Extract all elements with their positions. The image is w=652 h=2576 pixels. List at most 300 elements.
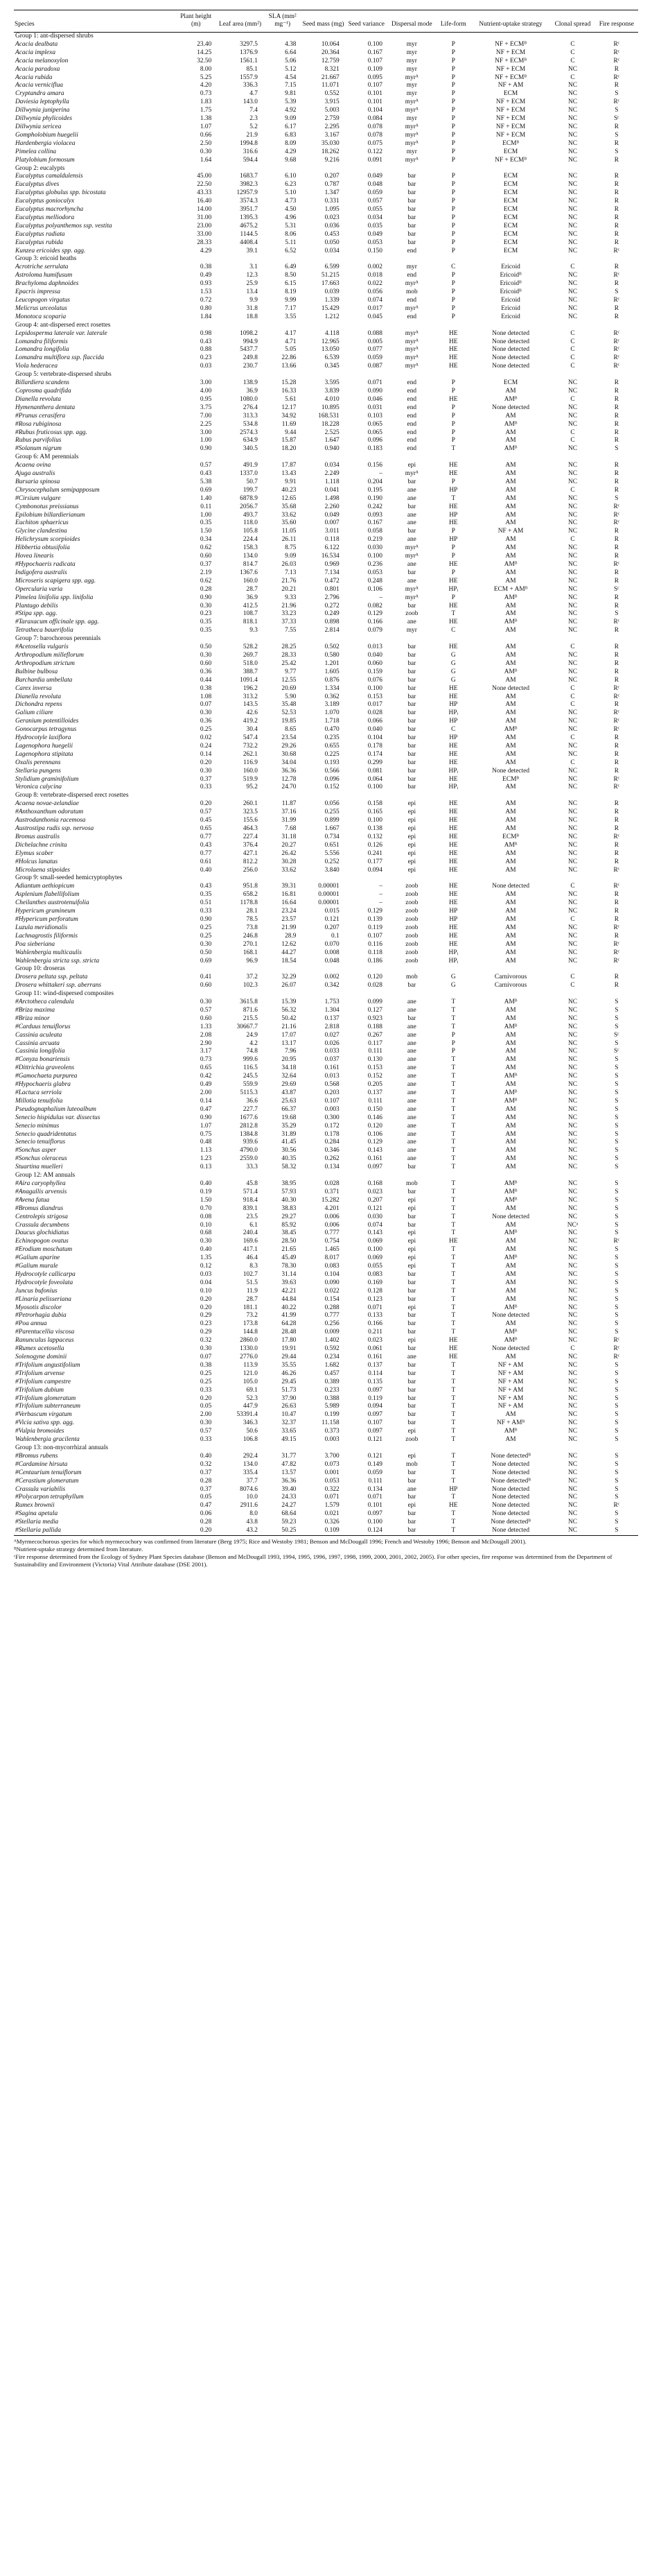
seed-variance-cell: 0.137 — [367, 1361, 382, 1369]
species-cell: Leucopogon virgatus — [15, 297, 71, 304]
fire-response-cell: S — [615, 1139, 619, 1146]
clonal-spread-cell: C — [570, 363, 575, 370]
sla-cell: 18.20 — [281, 445, 297, 453]
leaf-area-cell: 5437.7 — [240, 346, 258, 354]
leaf-area-cell: 50.7 — [246, 478, 258, 485]
seed-mass-cell: 0.001 — [324, 1469, 340, 1476]
life-form-cell: P — [451, 131, 455, 139]
leaf-area-cell: 1561.1 — [240, 57, 258, 64]
fire-response-cell: Rᶜ — [613, 1337, 620, 1345]
dispersal-mode-cell: myrᴬ — [405, 329, 418, 337]
table-row — [14, 949, 638, 958]
sla-cell: 58.32 — [281, 1164, 297, 1171]
nutrient-uptake-cell: None detectedᴮ — [491, 1519, 531, 1526]
leaf-area-cell: 412.5 — [243, 602, 258, 610]
leaf-area-cell: 1098.2 — [240, 329, 258, 337]
leaf-area-cell: 519.9 — [243, 775, 258, 783]
leaf-area-cell: 10.0 — [246, 1494, 258, 1501]
fire-response-cell: R — [614, 701, 619, 709]
sla-cell: 37.90 — [281, 1394, 297, 1402]
table-row — [14, 1329, 638, 1337]
fire-response-cell: Rᶜ — [613, 57, 620, 64]
sla-cell: 29.26 — [281, 742, 297, 750]
species-cell: #Rubus fruticosus spp. agg. — [15, 429, 87, 436]
leaf-area-cell: 181.1 — [243, 1304, 258, 1311]
dispersal-mode-cell: bar — [407, 1386, 416, 1394]
plant-height-cell: 2.19 — [200, 569, 212, 576]
life-form-cell: T — [451, 1196, 456, 1204]
plant-height-cell: 1.35 — [200, 1254, 212, 1262]
clonal-spread-cell: NC — [567, 577, 577, 585]
table-row — [14, 66, 638, 74]
nutrient-uptake-cell: AM — [505, 519, 516, 527]
species-cell: Elymus scaber — [15, 849, 53, 857]
group-heading: Group 3: ericoid heaths — [15, 255, 77, 263]
dispersal-mode-cell: ane — [407, 1023, 416, 1030]
table-row — [14, 248, 638, 256]
seed-variance-cell: 0.124 — [345, 1527, 388, 1535]
dispersal-mode-cell: bar — [407, 750, 416, 758]
sla-cell: 9.09 — [285, 553, 297, 560]
seed-variance-cell: 0.161 — [367, 1155, 382, 1163]
clonal-spread-cell: NC — [567, 181, 577, 189]
seed-mass-cell: 16.534 — [321, 553, 340, 560]
nutrient-uptake-cell: AM — [505, 849, 516, 857]
group-heading-row — [14, 33, 638, 41]
seed-variance-cell: 0.059 — [367, 189, 382, 197]
seed-variance-cell: 0.088 — [367, 329, 382, 337]
nutrient-uptake-cell: AM — [505, 800, 516, 808]
plant-height-cell: 0.30 — [200, 767, 212, 775]
dispersal-mode-cell: zoob — [405, 932, 418, 940]
table-row — [14, 90, 638, 98]
fire-response-cell: R — [614, 899, 619, 907]
seed-mass-cell: 0.172 — [324, 1122, 340, 1130]
dispersal-mode-cell: bar — [407, 668, 416, 675]
table-row — [14, 627, 638, 635]
seed-mass-cell: 0.346 — [324, 1147, 340, 1155]
seed-mass-cell: 0.233 — [324, 1386, 340, 1394]
life-form-cell: T — [451, 494, 456, 502]
dispersal-mode-cell: end — [407, 404, 417, 411]
nutrient-uptake-cell: AM — [505, 908, 516, 915]
table-row — [14, 1502, 638, 1510]
clonal-spread-cell: C — [570, 486, 575, 494]
sla-cell: 19.91 — [281, 1345, 297, 1353]
seed-mass-cell: 3.011 — [324, 528, 340, 535]
seed-variance-cell: 0.075 — [367, 139, 382, 147]
plant-height-cell: 0.37 — [200, 775, 212, 783]
life-form-cell: P — [451, 65, 455, 73]
clonal-spread-cell: NC — [567, 1287, 577, 1295]
nutrient-uptake-cell: AM — [505, 536, 516, 544]
seed-mass-cell: 4.118 — [324, 329, 340, 337]
dispersal-mode-cell: bar — [407, 1221, 416, 1229]
seed-variance-cell: 0.107 — [367, 932, 382, 940]
seed-variance-cell: 0.045 — [367, 313, 382, 320]
species-cell: Eucalyptus melliodora — [15, 214, 75, 221]
species-cell: Hovea linearis — [15, 553, 54, 560]
nutrient-uptake-cell: NF + AMᴮ — [496, 1419, 525, 1427]
seed-variance-cell: 0.299 — [367, 759, 382, 766]
seed-variance-cell: 0.167 — [367, 519, 382, 527]
plant-height-cell: 0.35 — [200, 619, 212, 626]
dispersal-mode-cell: myr — [406, 82, 417, 89]
fire-response-cell: R — [614, 379, 619, 387]
table-row — [14, 916, 638, 924]
clonal-spread-cell: NC — [567, 891, 577, 899]
life-form-cell: HE — [449, 817, 458, 824]
sla-cell: 26.07 — [281, 982, 297, 989]
fire-response-cell: Rᶜ — [613, 784, 620, 791]
plant-height-cell: 0.30 — [200, 709, 212, 717]
table-row — [14, 437, 638, 445]
dispersal-mode-cell: bar — [407, 1510, 416, 1518]
species-cell: Stuartina muelleri — [15, 1164, 63, 1171]
plant-height-cell: 0.13 — [200, 1164, 212, 1171]
nutrient-uptake-cell: NF + ECM — [495, 65, 526, 73]
nutrient-uptake-cell: None detectedᴮ — [491, 1452, 531, 1460]
fire-response-cell: Rᶜ — [613, 1345, 620, 1353]
seed-mass-cell: 0.300 — [324, 1114, 340, 1121]
sla-cell: 19.85 — [281, 718, 297, 725]
dispersal-mode-cell: bar — [407, 1469, 416, 1476]
fire-response-cell: S — [615, 1519, 619, 1526]
table-header — [14, 10, 638, 33]
sla-cell: 6.10 — [285, 173, 297, 180]
seed-variance-cell: 0.022 — [367, 280, 382, 288]
species-cell: Carex inversa — [15, 684, 52, 692]
species-cell: Eucalyptus polyanthemos ssp. vestita — [15, 222, 112, 230]
seed-mass-cell: 0.073 — [324, 1460, 340, 1468]
nutrient-uptake-cell: None detected — [492, 346, 530, 354]
seed-variance-cell: 0.053 — [367, 239, 382, 246]
nutrient-uptake-cell: AMᴮ — [504, 1196, 518, 1204]
life-form-cell: HE — [449, 470, 458, 478]
fire-response-cell: Rᶜ — [613, 940, 620, 948]
species-cell: Senecio tenuiflorus — [15, 1139, 66, 1146]
sla-cell: 30.56 — [281, 1147, 297, 1155]
fire-response-cell: R — [614, 974, 619, 981]
life-form-cell: T — [451, 1254, 456, 1262]
seed-variance-cell: 0.069 — [367, 1254, 382, 1262]
plant-height-cell: 0.50 — [200, 643, 212, 651]
dispersal-mode-cell: myrᴬ — [405, 304, 418, 312]
plant-height-cell: 0.07 — [200, 701, 212, 709]
species-cell: Epacris impressa — [15, 288, 61, 296]
leaf-area-cell: 36.9 — [246, 594, 258, 601]
dispersal-mode-cell: end — [407, 247, 417, 254]
clonal-spread-cell: NC — [567, 651, 577, 659]
life-form-cell: P — [451, 412, 455, 420]
plant-height-cell: 0.23 — [200, 610, 212, 618]
seed-mass-cell: 2.818 — [324, 1023, 340, 1030]
species-cell: Cryptandra amara — [15, 90, 64, 98]
life-form-cell: P — [451, 404, 455, 411]
table-row — [14, 833, 638, 842]
dispersal-mode-cell: ane — [407, 536, 416, 544]
header-clonal-spread: Clonal spread — [550, 10, 594, 33]
sla-cell: 39.63 — [281, 1279, 297, 1286]
fire-response-cell: R — [614, 437, 619, 444]
leaf-area-cell: 269.7 — [243, 651, 258, 659]
plant-height-cell: 0.43 — [200, 470, 212, 478]
sla-cell: 38.45 — [281, 1229, 297, 1237]
dispersal-mode-cell: bar — [407, 528, 416, 535]
fire-response-cell: R — [614, 123, 619, 130]
clonal-spread-cell: C — [570, 734, 575, 742]
nutrient-uptake-cell: AM — [505, 1048, 516, 1055]
nutrient-uptake-cell: AM — [505, 569, 516, 576]
seed-mass-cell: 0.1 — [331, 932, 340, 940]
table-row — [14, 115, 638, 123]
clonal-spread-cell: NC — [567, 82, 577, 89]
plant-height-cell: 0.03 — [200, 1270, 212, 1278]
dispersal-mode-cell: mob — [405, 288, 418, 296]
clonal-spread-cell: NC — [567, 940, 577, 948]
seed-variance-cell: 0.055 — [367, 1263, 382, 1270]
table-row — [14, 1370, 638, 1378]
clonal-spread-cell: NC — [567, 1295, 577, 1303]
life-form-cell: T — [451, 1304, 456, 1311]
nutrient-uptake-cell: AMᴮ — [504, 1329, 518, 1336]
life-form-cell: P — [451, 594, 455, 601]
leaf-area-cell: 447.9 — [243, 1403, 258, 1410]
fire-response-cell: R — [614, 676, 619, 684]
fire-response-cell: Rᶜ — [613, 561, 620, 568]
leaf-area-cell: 249.8 — [243, 354, 258, 362]
clonal-spread-cell: NC — [567, 503, 577, 510]
species-cell: Juncus bufonius — [15, 1287, 58, 1295]
fire-response-cell: S — [615, 1188, 619, 1195]
life-form-cell: T — [451, 1394, 456, 1402]
clonal-spread-cell: NC — [567, 115, 577, 123]
species-cell: #Petrorhagia dubia — [15, 1312, 67, 1320]
leaf-area-cell: 323.5 — [243, 809, 258, 816]
leaf-area-cell: 939.6 — [243, 1139, 258, 1146]
sla-cell: 25.42 — [281, 659, 297, 667]
sla-cell: 3.55 — [285, 313, 297, 320]
seed-variance-cell: 0.096 — [367, 437, 382, 444]
table-row — [14, 660, 638, 668]
seed-variance-cell: 0.167 — [367, 49, 382, 56]
plant-height-cell: 0.37 — [200, 1485, 212, 1493]
nutrient-uptake-cell: AM — [505, 1006, 516, 1014]
dispersal-mode-cell: bar — [407, 759, 416, 766]
fire-response-cell: R — [614, 198, 619, 205]
fire-response-cell: S — [615, 1213, 619, 1220]
seed-mass-cell: 0.161 — [324, 1064, 340, 1072]
table-row — [14, 982, 638, 990]
clonal-spread-cell: NC — [567, 553, 577, 560]
clonal-spread-cell: C — [570, 57, 575, 64]
life-form-cell: G — [450, 659, 456, 667]
nutrient-uptake-cell: AM — [505, 651, 516, 659]
clonal-spread-cell: NC — [567, 825, 577, 832]
leaf-area-cell: 18.8 — [246, 313, 258, 320]
species-cell: #Trifolium arvense — [15, 1369, 65, 1377]
footnote-a: ᴬMyrmecochorous species for which myrmecochory was confirmed from literature (Berg 1975; Rice and Westoby 1981; Benson and McDougall 1996; French and Westoby 1996; Benson and McDougall 2001). — [14, 1537, 527, 1545]
plant-height-cell: 0.14 — [200, 1097, 212, 1105]
seed-variance-cell: 0.069 — [367, 1238, 382, 1245]
fire-response-cell: S — [615, 1386, 619, 1394]
seed-mass-cell: 35.030 — [321, 139, 340, 147]
plant-height-cell: 0.05 — [200, 1403, 212, 1410]
sla-cell: 33.23 — [281, 610, 297, 618]
dispersal-mode-cell: bar — [407, 1361, 416, 1369]
leaf-area-cell: 417.1 — [243, 1246, 258, 1254]
leaf-area-cell: 1557.9 — [240, 74, 258, 81]
dispersal-mode-cell: bar — [407, 214, 416, 221]
dispersal-mode-cell: bar — [407, 1270, 416, 1278]
leaf-area-cell: 658.2 — [243, 891, 258, 899]
life-form-cell: C — [451, 263, 456, 271]
leaf-area-cell: 1395.3 — [240, 214, 258, 221]
seed-variance-cell: 0.048 — [367, 181, 382, 189]
clonal-spread-cell: NC — [567, 1048, 577, 1055]
clonal-spread-cell: NC — [567, 206, 577, 214]
sla-cell: 43.87 — [281, 1089, 297, 1096]
fire-response-cell: Rᶜ — [613, 957, 620, 965]
seed-variance-cell: 0.120 — [367, 1122, 382, 1130]
sla-cell: 12.65 — [281, 494, 297, 502]
species-cell: #Sagina apetala — [15, 1510, 58, 1518]
table-row — [14, 701, 638, 709]
plant-height-cell: 2.00 — [200, 1411, 212, 1419]
species-cell: Acacia melanoxylon — [15, 57, 69, 64]
life-form-cell: P — [451, 1039, 455, 1047]
life-form-cell: P — [451, 247, 455, 254]
clonal-spread-cell: NC — [567, 156, 577, 164]
sla-cell: 57.93 — [281, 1188, 297, 1195]
species-cell: Austrostipa rudis ssp. nervosa — [15, 825, 94, 832]
sla-cell: 4.54 — [285, 74, 297, 81]
seed-mass-cell: 1.667 — [324, 825, 340, 832]
species-cell: Poa sieberiana — [15, 940, 55, 948]
table-row — [14, 487, 638, 495]
life-form-cell: T — [451, 1014, 456, 1022]
dispersal-mode-cell: myrᴬ — [405, 107, 418, 114]
life-form-cell: HE — [449, 503, 458, 510]
table-row — [14, 1494, 638, 1502]
nutrient-uptake-cell: NF + ECMᴮ — [495, 57, 527, 64]
table-row — [14, 148, 638, 157]
sla-cell: 11.05 — [281, 528, 297, 535]
table-row — [14, 1238, 638, 1246]
fire-response-cell: S — [615, 1114, 619, 1121]
seed-mass-cell: 0.472 — [324, 577, 340, 585]
species-cell: Dillwynia sericea — [15, 123, 62, 130]
seed-mass-cell: 5.556 — [324, 849, 340, 857]
seed-mass-cell: 0.940 — [324, 445, 340, 453]
seed-mass-cell: 2.525 — [324, 429, 340, 436]
table-row — [14, 561, 638, 569]
species-cell: Bromus australis — [15, 833, 60, 840]
nutrient-uptake-cell: AMᴮ — [504, 619, 518, 626]
seed-mass-cell: 0.015 — [324, 908, 340, 915]
table-row — [14, 1527, 638, 1535]
nutrient-uptake-cell: AM — [505, 693, 516, 700]
seed-mass-cell: 0.371 — [324, 1188, 340, 1195]
clonal-spread-cell: NC — [567, 750, 577, 758]
species-cell: Acacia implexa — [15, 49, 56, 56]
species-cell: Kunzea ericoides spp. agg. — [15, 247, 86, 254]
clonal-spread-cell: NC — [567, 668, 577, 675]
table-row — [14, 726, 638, 734]
nutrient-uptake-cell: AM — [505, 915, 516, 923]
table-row — [14, 263, 638, 272]
seed-mass-cell: 0.039 — [324, 288, 340, 296]
table-row — [14, 858, 638, 867]
leaf-area-cell: 994.9 — [243, 338, 258, 345]
clonal-spread-cell: NC — [567, 908, 577, 915]
clonal-spread-cell: C — [570, 1345, 575, 1353]
life-form-cell: P — [451, 313, 455, 320]
species-cell: Solenogyne dominii — [15, 1354, 67, 1360]
nutrient-uptake-cell: NF + ECM — [495, 49, 526, 56]
sla-cell: 5.61 — [285, 395, 297, 403]
sla-cell: 6.64 — [285, 49, 297, 56]
dispersal-mode-cell: bar — [407, 1329, 416, 1336]
seed-mass-cell: 0.027 — [324, 1031, 340, 1039]
seed-mass-cell: 0.345 — [324, 363, 340, 370]
life-form-cell: T — [451, 1287, 456, 1295]
dispersal-mode-cell: ane — [407, 619, 416, 626]
seed-mass-cell: 0.453 — [324, 230, 340, 238]
table-row — [14, 1345, 638, 1354]
table-row — [14, 1378, 638, 1387]
life-form-cell: C — [451, 726, 456, 734]
sla-cell: 11.69 — [281, 420, 297, 428]
life-form-cell: T — [451, 1023, 456, 1030]
sla-cell: 4.29 — [285, 148, 297, 155]
fire-response-cell: Sᶜ — [614, 1048, 619, 1055]
nutrient-uptake-cell: AM — [505, 486, 516, 494]
header-leaf-area: Leaf area (mm²) — [217, 10, 263, 33]
sla-cell: 4.71 — [285, 338, 297, 345]
nutrient-uptake-cell: ECM — [503, 239, 518, 246]
table-row — [14, 280, 638, 288]
sla-cell: 28.33 — [281, 651, 297, 659]
species-cell: Hypericum gramineum — [15, 908, 76, 915]
table-row — [14, 512, 638, 520]
clonal-spread-cell: NC — [567, 841, 577, 849]
species-cell: Acacia paradoxa — [15, 65, 60, 73]
clonal-spread-cell: NC — [567, 999, 577, 1006]
sla-cell: 4.96 — [285, 214, 297, 221]
leaf-area-cell: 74.8 — [246, 1048, 258, 1055]
seed-mass-cell: 0.322 — [324, 1485, 340, 1493]
nutrient-uptake-cell: AM — [505, 643, 516, 651]
species-cell: Dianella revoluta — [15, 693, 62, 700]
leaf-area-cell: 96.9 — [246, 957, 258, 965]
nutrient-uptake-cell: Ericoid — [501, 297, 520, 304]
life-form-cell: T — [451, 1469, 456, 1476]
nutrient-uptake-cell: AMᴮ — [504, 1254, 518, 1262]
leaf-area-cell: 2.3 — [249, 115, 258, 123]
clonal-spread-cell: NC — [567, 173, 577, 180]
seed-mass-cell: 0.203 — [324, 1089, 340, 1096]
clonal-spread-cell: C — [570, 338, 575, 345]
seed-mass-cell: 0.003 — [324, 1436, 340, 1444]
species-cell: Acrotriche serrulata — [15, 263, 69, 271]
header-plant-height: Plant height (m) — [175, 10, 217, 33]
sla-cell: 37.16 — [281, 809, 297, 816]
species-cell: Hymenanthera dentata — [15, 404, 76, 411]
seed-variance-cell: 0.100 — [367, 1519, 382, 1526]
fire-response-cell: R — [614, 825, 619, 832]
clonal-spread-cell: NC — [567, 1361, 577, 1369]
